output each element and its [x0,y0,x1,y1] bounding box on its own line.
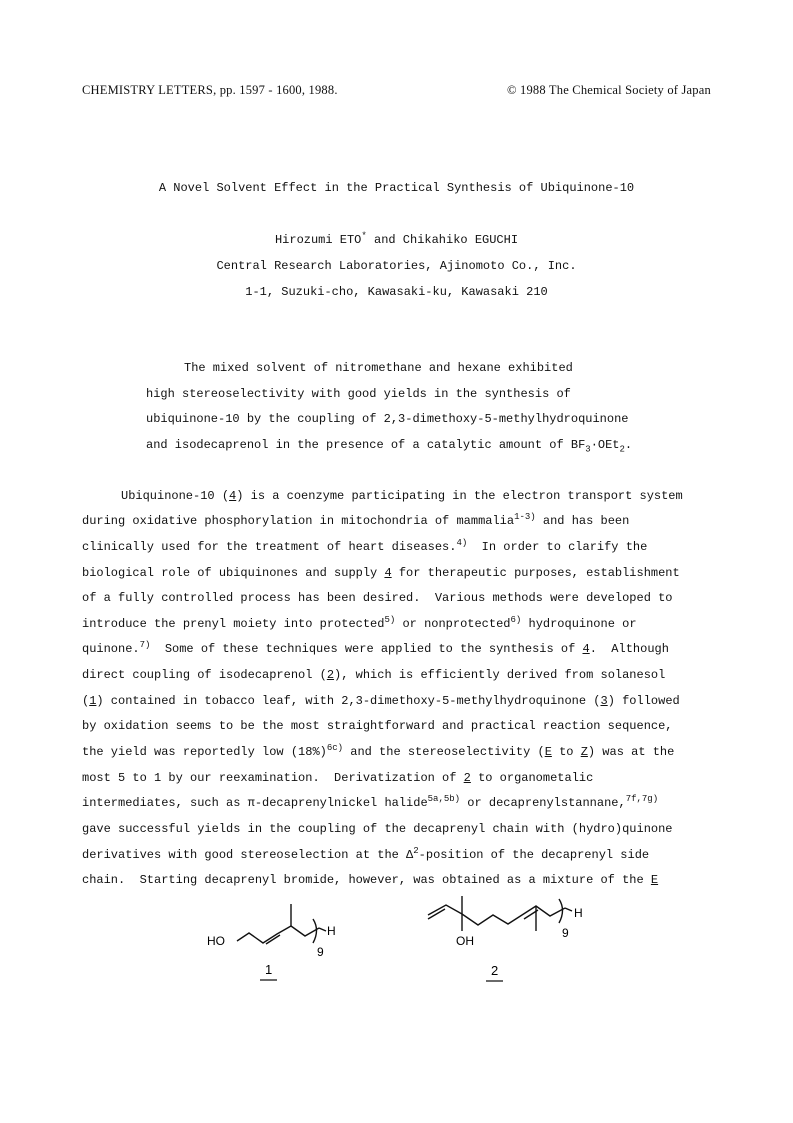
body-line-2 [82,514,629,528]
body-text: clinically used for the treatment of heart diseases. [82,540,457,554]
hydroxyl-label: HO [207,934,225,948]
abstract-line-2: high stereoselectivity with good yields in the synthesis of [146,387,571,401]
affiliation-address: 1-1, Suzuki-cho, Kawasaki-ku, Kawasaki 210 [245,285,548,299]
body-text: Some of these techniques were applied to the synthesis of [150,642,583,656]
body-text: introduce the prenyl moiety into protected [82,617,385,631]
reference-superscript: 5a,5b) [427,794,461,804]
vinyl-group [428,905,462,915]
body-text: for therapeutic purposes, establishment [391,566,680,580]
compound-number: 3 [600,694,608,708]
reference-superscript: 4) [456,538,468,548]
compound-number: 1 [89,694,97,708]
body-line-14: gave successful yields in the coupling of the decaprenyl chain with (hydro)quinone [82,822,673,836]
structure-solanesol [205,900,355,990]
compound-number: 4 [384,566,392,580]
body-text: In order to clarify the [467,540,648,554]
repeat-count: 9 [562,926,569,940]
body-text: quinone. [82,642,140,656]
affiliation-institution: Central Research Laboratories, Ajinomoto Co., Inc. [216,259,577,273]
subscript: 2 [619,444,625,455]
body-line-12 [82,771,593,785]
body-line-9 [82,694,680,708]
compound-number: 2 [326,668,335,682]
paper-title: A Novel Solvent Effect in the Practical Synthesis of Ubiquinone-10 [158,181,635,195]
body-line-4 [82,566,680,580]
body-text: ), which is efficiently derived from solanesol [334,668,666,682]
body-text: hydroquinone or [521,617,637,631]
stereo-descriptor: E [544,745,552,759]
terminal-bond [565,908,572,911]
reference-superscript: 7f,7g) [625,794,659,804]
body-text: and has been [535,514,630,528]
journal-citation: CHEMISTRY LETTERS, pp. 1597 - 1600, 1988. [82,83,338,97]
reference-superscript: 1-3) [514,512,536,522]
superscript: 2 [413,846,419,856]
reference-superscript: 7) [139,640,151,650]
body-text: the yield was reportedly low (18%) [82,745,327,759]
abstract-line-3: ubiquinone-10 by the coupling of 2,3-dimethoxy-5-methylhydroquinone [146,412,629,426]
body-text: and the stereoselectivity ( [343,745,545,759]
terminal-bond [319,928,326,931]
body-text: ( [82,694,90,708]
body-text: -position of the decaprenyl side [418,848,650,862]
body-line-13 [82,796,658,810]
abstract-line-1: The mixed solvent of nitromethane and hexane exhibited [184,361,573,375]
abstract-line-4 [146,438,633,455]
abstract-text: and isodecaprenol in the presence of a catalytic amount of BF [146,438,586,452]
compound-number: 4 [582,642,590,656]
compound-number: 2 [463,771,471,785]
carbon-chain [462,906,565,925]
body-line-5: of a fully controlled process has been desired. Various methods were developed to [82,591,673,605]
reference-superscript: 6) [510,615,522,625]
body-text: biological role of ubiquinones and supply [82,566,385,580]
compound-label-1: 1 [265,962,273,977]
hydrogen-label: H [574,906,583,920]
hydrogen-label: H [327,924,336,938]
body-text: to organometalic [470,771,594,785]
stereo-descriptor: E [650,873,659,887]
repeat-count: 9 [317,945,324,959]
body-text: ) is a coenzyme participating in the electron transport system [236,489,683,503]
body-text: to [551,745,581,759]
body-text: during oxidative phosphorylation in mitochondria of mammalia [82,514,515,528]
body-text: or decaprenylstannane, [460,796,626,810]
compound-label-2: 2 [491,963,499,978]
author-1: Hirozumi ETO [274,233,362,247]
body-text: . Although [589,642,669,656]
body-text: direct coupling of isodecaprenol ( [82,668,327,682]
abstract-text: ·OEt [590,438,620,452]
abstract-text: . [624,438,633,452]
body-text: or nonprotected [395,617,511,631]
body-text: derivatives with good stereoselection at the Δ [82,848,414,862]
body-text: most 5 to 1 by our reexamination. Derivatization of [82,771,464,785]
isodecaprenol-skeleton [428,896,572,931]
stereo-descriptor: Z [580,745,588,759]
solanesol-skeleton [237,904,326,944]
author-line [0,233,793,247]
corresponding-author-mark: * [361,231,367,241]
body-line-3 [82,540,647,554]
body-line-1 [121,489,683,503]
body-text: ) followed [607,694,680,708]
author-2: and Chikahiko EGUCHI [366,233,519,247]
body-text: chain. Starting decaprenyl bromide, however, was obtained as a mixture of the [82,873,651,887]
body-text: intermediates, such as π-decaprenylnickel halide [82,796,428,810]
body-line-10: by oxidation seems to be the most straightforward and practical reaction sequence, [82,719,673,733]
body-line-8 [82,668,665,682]
body-line-11 [82,745,674,759]
body-line-16 [82,873,658,887]
body-line-15 [82,848,649,862]
body-line-6 [82,617,637,631]
body-text: ) was at the [587,745,675,759]
body-line-7 [82,642,669,656]
copyright-notice: © 1988 The Chemical Society of Japan [507,83,711,97]
compound-number: 4 [229,489,237,503]
subscript: 3 [585,444,591,455]
chain-end [291,926,319,936]
body-text: ) contained in tobacco leaf, with 2,3-dimethoxy-5-methylhydroquinone ( [96,694,601,708]
structure-isodecaprenol [420,893,610,993]
body-text: Ubiquinone-10 ( [121,489,230,503]
hydroxyl-label: OH [456,934,474,948]
reference-superscript: 5) [384,615,396,625]
reference-superscript: 6c) [326,743,344,753]
carbon-chain [237,926,291,943]
